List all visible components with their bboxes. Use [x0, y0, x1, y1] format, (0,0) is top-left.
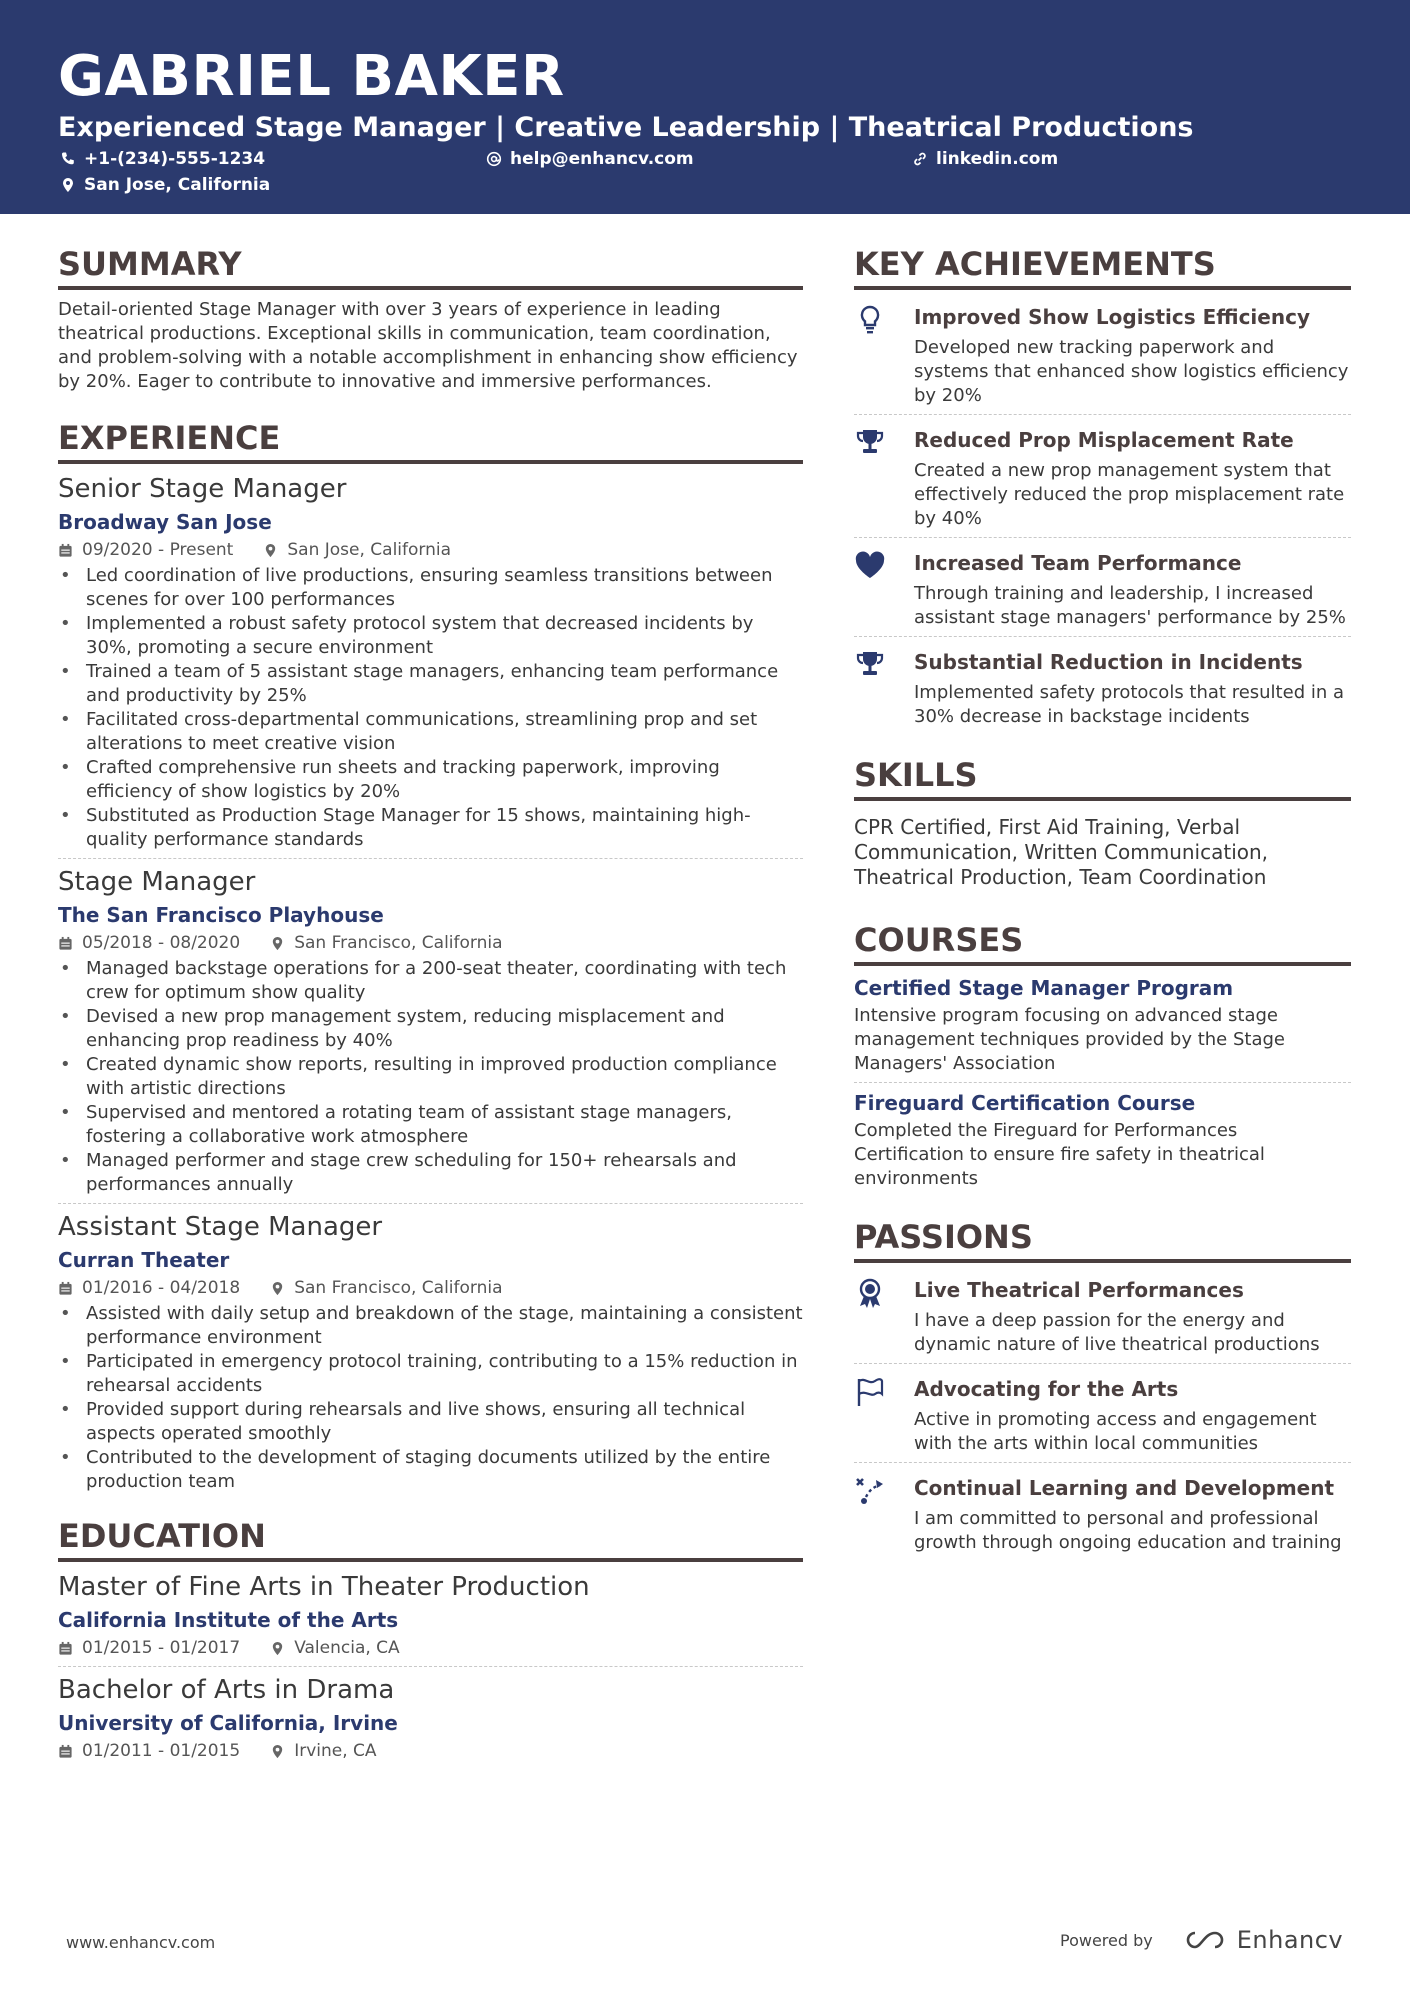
job-meta [58, 1276, 803, 1300]
divider [854, 537, 1351, 538]
candidate-name: GABRIEL BAKER [58, 44, 565, 109]
course-item [854, 974, 1351, 1076]
linkedin-text: linkedin.com [936, 149, 1059, 169]
headline: Experienced Stage Manager | Creative Leadership | Theatrical Productions [58, 112, 1194, 143]
course-desc: Intensive program focusing on advanced stage management techniques provided by the Stage Managers' Association [854, 1005, 1285, 1074]
achievement-title: Increased Team Performance [914, 551, 1242, 575]
footer-website[interactable]: www.enhancv.com [66, 1933, 216, 1952]
summary-title: SUMMARY [58, 244, 803, 290]
achievement-icon-wrap [854, 298, 914, 344]
bullet-item: • Implemented a robust safety protocol system that decreased incidents by 30%, promoting a secure environment [58, 612, 803, 660]
course-desc: Completed the Fireguard for Performances Certification to ensure fire safety in theatrical environments [854, 1120, 1265, 1189]
bullet-item: • Provided support during rehearsals and live shows, ensuring all technical aspects operated smoothly [58, 1398, 803, 1446]
calendar-icon [58, 1744, 73, 1759]
right-column [854, 244, 1351, 1555]
passion-title: Live Theatrical Performances [914, 1278, 1244, 1302]
location-text: San Jose, California [84, 175, 271, 195]
divider [58, 858, 803, 859]
divider [854, 414, 1351, 415]
location-pin-icon [270, 1641, 285, 1656]
education-entry [58, 1570, 803, 1660]
courses-title: COURSES [854, 920, 1351, 966]
job-role: Senior Stage Manager [58, 474, 347, 504]
calendar-icon [58, 936, 73, 951]
achievement-item [854, 643, 1351, 729]
education-location: Irvine, CA [294, 1741, 377, 1761]
education-dates: 01/2011 - 01/2015 [82, 1741, 241, 1761]
education-meta [58, 1739, 803, 1763]
passion-desc: I have a deep passion for the energy and dynamic nature of live theatrical productions [914, 1310, 1320, 1355]
calendar-icon [58, 543, 73, 558]
education-location: Valencia, CA [294, 1638, 400, 1658]
achievements-section [854, 244, 1351, 729]
job-bullets [58, 564, 803, 852]
bullet-item: • Devised a new prop management system, reducing misplacement and enhancing prop readiness by 40% [58, 1005, 803, 1053]
bullet-item: • Assisted with daily setup and breakdown of the stage, maintaining a consistent performance environment [58, 1302, 803, 1350]
passion-title: Advocating for the Arts [914, 1377, 1179, 1401]
summary-text: Detail-oriented Stage Manager with over 3 years of experience in leading theatrical productions. Exceptional skills in communication, team coordination, and problem-solving with a notable accomplishment in enhancing show efficiency by 20%. Eager to contribute to innovative and immersive performances. [58, 299, 798, 392]
job-location: San Francisco, California [294, 1278, 503, 1298]
job-meta [58, 931, 803, 955]
experience-entry [58, 1210, 803, 1494]
job-dates: 05/2018 - 08/2020 [82, 933, 241, 953]
passion-desc: I am committed to personal and professional growth through ongoing education and training [914, 1508, 1342, 1553]
job-meta [58, 538, 803, 562]
course-item [854, 1089, 1351, 1191]
achievement-icon-wrap [854, 544, 914, 590]
passion-title: Continual Learning and Development [914, 1476, 1335, 1500]
enhancv-logo-icon [1181, 1927, 1229, 1953]
powered-by-label: Powered by [1060, 1930, 1153, 1950]
passion-icon-wrap [854, 1271, 914, 1317]
contact-phone[interactable] [60, 147, 265, 171]
contact-email[interactable] [486, 147, 694, 171]
school: California Institute of the Arts [58, 1608, 399, 1632]
achievement-icon-wrap [854, 643, 914, 689]
bullet-item: • Substituted as Production Stage Manager for 15 shows, maintaining high-quality performance standards [58, 804, 803, 852]
achievement-desc: Through training and leadership, I increased assistant stage managers' performance by 25% [914, 583, 1346, 628]
location-pin-icon [270, 936, 285, 951]
trophy-icon [854, 649, 886, 681]
contact-location [60, 173, 270, 197]
achievement-title: Improved Show Logistics Efficiency [914, 305, 1310, 329]
job-company: Curran Theater [58, 1248, 230, 1272]
calendar-icon [58, 1641, 73, 1656]
achievement-desc: Developed new tracking paperwork and systems that enhanced show logistics efficiency by 20% [914, 337, 1349, 406]
education-title: EDUCATION [58, 1516, 803, 1562]
achievement-item [854, 298, 1351, 408]
achievement-icon-wrap [854, 421, 914, 467]
experience-title: EXPERIENCE [58, 418, 803, 464]
left-column [58, 244, 803, 1763]
achievement-item [854, 421, 1351, 531]
phone-text: +1-(234)-555-1234 [84, 149, 266, 169]
job-company: The San Francisco Playhouse [58, 903, 384, 927]
job-dates: 09/2020 - Present [82, 540, 234, 560]
divider [854, 636, 1351, 637]
experience-section [58, 418, 803, 1494]
experience-entry [58, 472, 803, 852]
divider [58, 1666, 803, 1667]
email-text: help@enhancv.com [510, 149, 694, 169]
location-pin-icon [263, 543, 278, 558]
bullet-item: • Managed performer and stage crew scheduling for 150+ rehearsals and performances annually [58, 1149, 803, 1197]
passion-item [854, 1370, 1351, 1456]
job-role: Assistant Stage Manager [58, 1212, 383, 1242]
job-location: San Francisco, California [294, 933, 503, 953]
location-pin-icon [60, 177, 76, 193]
bullet-item: • Led coordination of live productions, ensuring seamless transitions between scenes for over 100 performances [58, 564, 803, 612]
course-title: Fireguard Certification Course [854, 1091, 1196, 1115]
calendar-icon [58, 1281, 73, 1296]
achievement-desc: Created a new prop management system that effectively reduced the prop misplacement rate by 40% [914, 460, 1345, 529]
award-ribbon-icon [854, 1277, 886, 1309]
bullet-item: • Participated in emergency protocol training, contributing to a 15% reduction in rehearsal accidents [58, 1350, 803, 1398]
bullet-item: • Contributed to the development of staging documents utilized by the entire production team [58, 1446, 803, 1494]
course-title: Certified Stage Manager Program [854, 976, 1234, 1000]
job-location: San Jose, California [287, 540, 452, 560]
divider [854, 1462, 1351, 1463]
skills-section [854, 755, 1351, 890]
phone-icon [60, 151, 76, 167]
brand-name[interactable]: Enhancv [1236, 1926, 1344, 1954]
education-dates: 01/2015 - 01/2017 [82, 1638, 241, 1658]
passion-item [854, 1469, 1351, 1555]
location-pin-icon [270, 1281, 285, 1296]
job-role: Stage Manager [58, 867, 256, 897]
bullet-item: • Trained a team of 5 assistant stage managers, enhancing team performance and productivity by 25% [58, 660, 803, 708]
divider [854, 1363, 1351, 1364]
passion-icon-wrap [854, 1370, 914, 1416]
degree: Master of Fine Arts in Theater Production [58, 1572, 590, 1602]
education-entry [58, 1673, 803, 1763]
at-sign-icon [486, 151, 502, 167]
skills-title: SKILLS [854, 755, 1351, 801]
link-icon [912, 151, 928, 167]
education-section [58, 1516, 803, 1763]
education-meta [58, 1636, 803, 1660]
passion-item [854, 1271, 1351, 1357]
job-bullets [58, 1302, 803, 1494]
lightbulb-icon [854, 304, 886, 336]
passions-title: PASSIONS [854, 1217, 1351, 1263]
passions-section [854, 1217, 1351, 1555]
summary-section [58, 244, 803, 394]
heart-icon [854, 550, 886, 582]
trophy-icon [854, 427, 886, 459]
footer-branding [1060, 1926, 1343, 1954]
achievement-desc: Implemented safety protocols that resulted in a 30% decrease in backstage incidents [914, 682, 1344, 727]
achievements-title: KEY ACHIEVEMENTS [854, 244, 1351, 290]
job-bullets [58, 957, 803, 1197]
bullet-item: • Facilitated cross-departmental communications, streamlining prop and set alterations to meet creative vision [58, 708, 803, 756]
degree: Bachelor of Arts in Drama [58, 1675, 395, 1705]
contact-linkedin[interactable] [912, 147, 1058, 171]
divider [58, 1203, 803, 1204]
achievement-title: Reduced Prop Misplacement Rate [914, 428, 1294, 452]
job-company: Broadway San Jose [58, 510, 272, 534]
location-pin-icon [270, 1744, 285, 1759]
bullet-item: • Supervised and mentored a rotating team of assistant stage managers, fostering a collaborative work atmosphere [58, 1101, 803, 1149]
passion-icon-wrap [854, 1469, 914, 1515]
achievement-title: Substantial Reduction in Incidents [914, 650, 1303, 674]
school: University of California, Irvine [58, 1711, 398, 1735]
experience-entry [58, 865, 803, 1197]
bullet-item: • Crafted comprehensive run sheets and tracking paperwork, improving efficiency of show logistics by 20% [58, 756, 803, 804]
job-dates: 01/2016 - 04/2018 [82, 1278, 241, 1298]
bullet-item: • Managed backstage operations for a 200-seat theater, coordinating with tech crew for optimum show quality [58, 957, 803, 1005]
resume-header [0, 0, 1410, 214]
bullet-item: • Created dynamic show reports, resulting in improved production compliance with artistic directions [58, 1053, 803, 1101]
passion-desc: Active in promoting access and engagement with the arts within local communities [914, 1409, 1317, 1454]
achievement-item [854, 544, 1351, 630]
divider [854, 1082, 1351, 1083]
courses-section [854, 920, 1351, 1191]
skills-text: CPR Certified, First Aid Training, Verbal Communication, Written Communication, Theatrical Production, Team Coordination [854, 815, 1269, 889]
flag-icon [854, 1376, 886, 1408]
strategy-icon [854, 1475, 886, 1507]
